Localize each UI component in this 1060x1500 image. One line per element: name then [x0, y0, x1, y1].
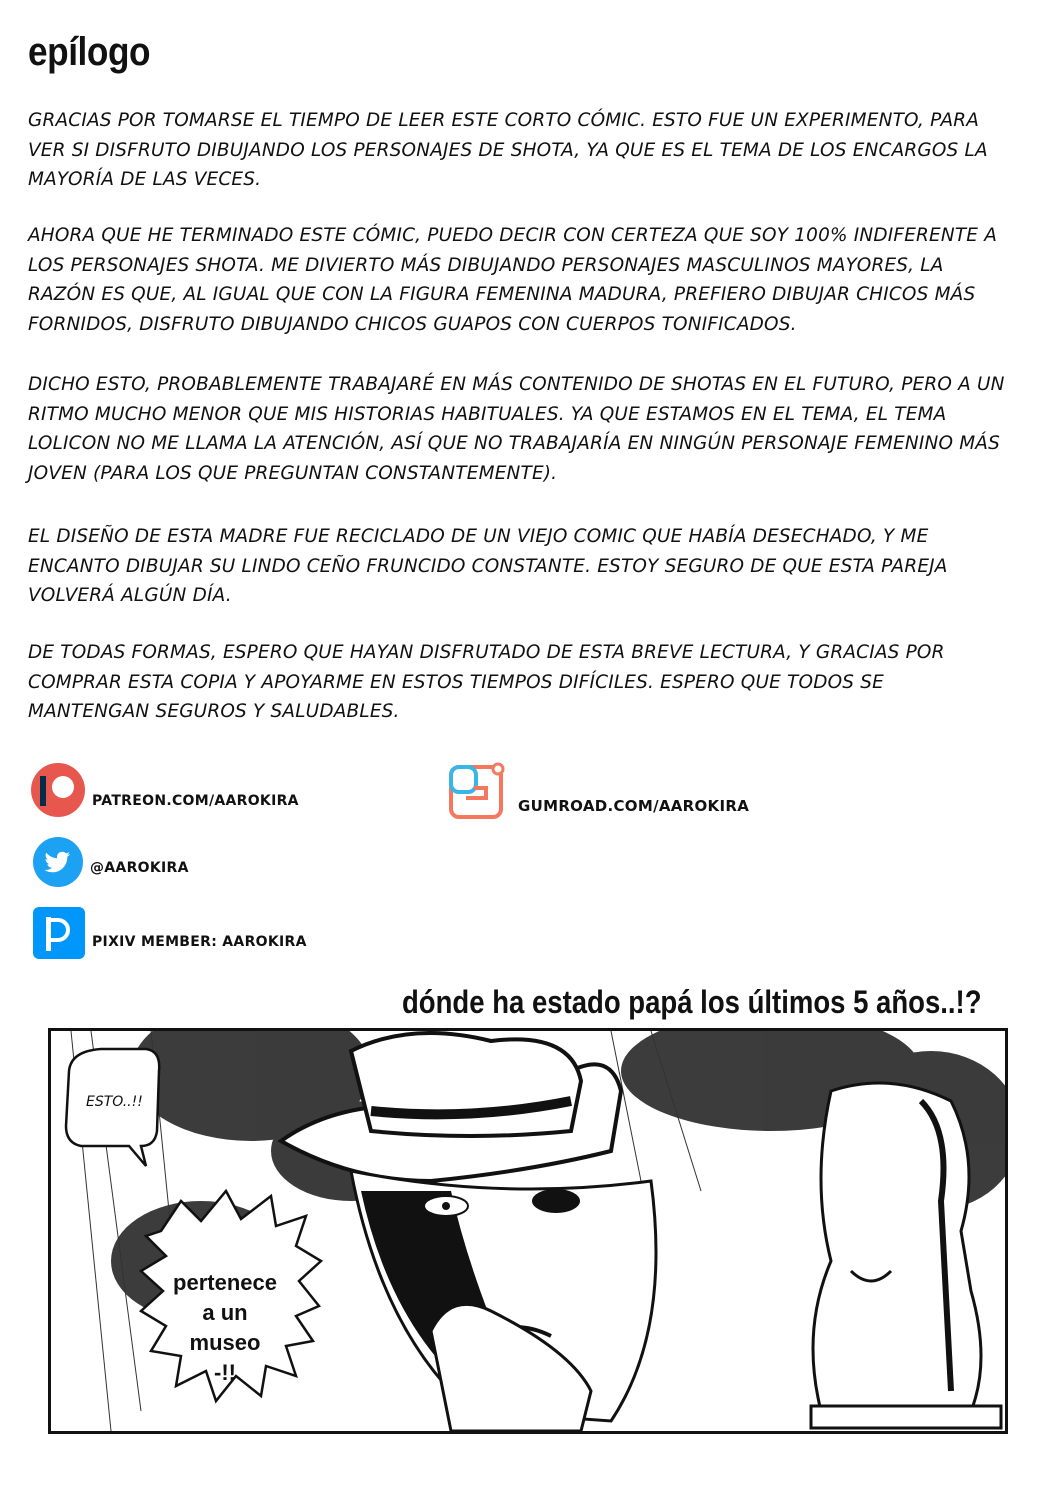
twitter-label: @AAROKIRA: [90, 860, 189, 876]
twitter-link[interactable]: [32, 836, 189, 888]
patreon-label: PATREON.COM/AAROKIRA: [92, 793, 299, 809]
paragraph-4: EL DISEÑO DE ESTA MADRE FUE RECICLADO DE UN VIEJO COMIC QUE HABÍA DESECHADO, Y ME ENCANTO DIBUJAR SU LINDO CEÑO FRUNCIDO CONSTANTE. ESTOY SEGURO DE QUE ESTA PAREJA VOLVERÁ ALGÚN DÍA.: [28, 525, 948, 606]
burst-line-2: a un: [202, 1300, 248, 1325]
paragraph-2: AHORA QUE HE TERMINADO ESTE CÓMIC, PUEDO DECIR CON CERTEZA QUE SOY 100% INDIFERENTE A LOS PERSONAJES SHOTA. ME DIVIERTO MÁS DIBUJANDO PERSONAJES MASCULINOS MAYORES, LA RAZÓN ES QUE, AL IGUAL QUE CON LA FIGURA FEMENINA MADURA, PREFIERO DIBUJAR CHICOS MÁS FORNIDOS, DISFRUTO DIBUJANDO CHICOS GUAPOS CON CUERPOS TONIFICADOS.: [28, 224, 998, 335]
burst-bubble-text: [150, 1268, 300, 1388]
paragraph-5: DE TODAS FORMAS, ESPERO QUE HAYAN DISFRUTADO DE ESTA BREVE LECTURA, Y GRACIAS POR COMPRAR ESTA COPIA Y APOYARME EN ESTOS TIEMPOS DIFÍCILES. ESPERO QUE TODOS SE MANTENGAN SEGUROS Y SALUDABLES.: [28, 641, 945, 722]
gumroad-icon: [448, 762, 506, 820]
burst-line-1: pertenece: [173, 1270, 277, 1295]
speech-bubble-small-text: ESTO..!!: [86, 1094, 143, 1110]
pixiv-link[interactable]: [32, 906, 307, 960]
comic-caption: dónde ha estado papá los últimos 5 años..!?: [402, 984, 982, 1020]
pixiv-label: PIXIV MEMBER: AAROKIRA: [92, 934, 307, 950]
patreon-icon: [30, 762, 86, 818]
burst-line-4: -!!: [214, 1360, 236, 1385]
twitter-icon: [32, 836, 84, 888]
paragraph-3: DICHO ESTO, PROBABLEMENTE TRABAJARÉ EN MÁS CONTENIDO DE SHOTAS EN EL FUTURO, PERO A UN RITMO MUCHO MENOR QUE MIS HISTORIAS HABITUALES. YA QUE ESTAMOS EN EL TEMA, EL TEMA LOLICON NO ME LLAMA LA ATENCIÓN, ASÍ QUE NO TRABAJARÍA EN NINGÚN PERSONAJE FEMENINO MÁS JOVEN (PARA LOS QUE PREGUNTAN CONSTANTEMENTE).: [28, 373, 1005, 484]
gumroad-label: GUMROAD.COM/AAROKIRA: [518, 797, 750, 815]
paragraph-1: GRACIAS POR TOMARSE EL TIEMPO DE LEER ESTE CORTO CÓMIC. ESTO FUE UN EXPERIMENTO, PARA VER SI DISFRUTO DIBUJANDO LOS PERSONAJES DE SHOTA, YA QUE ES EL TEMA DE LOS ENCARGOS LA MAYORÍA DE LAS VECES.: [28, 109, 988, 190]
burst-line-3: museo: [189, 1330, 261, 1355]
gumroad-link[interactable]: [448, 762, 749, 820]
pixiv-icon: [32, 906, 86, 960]
page-title: epílogo: [28, 30, 151, 74]
patreon-link[interactable]: [30, 762, 299, 818]
